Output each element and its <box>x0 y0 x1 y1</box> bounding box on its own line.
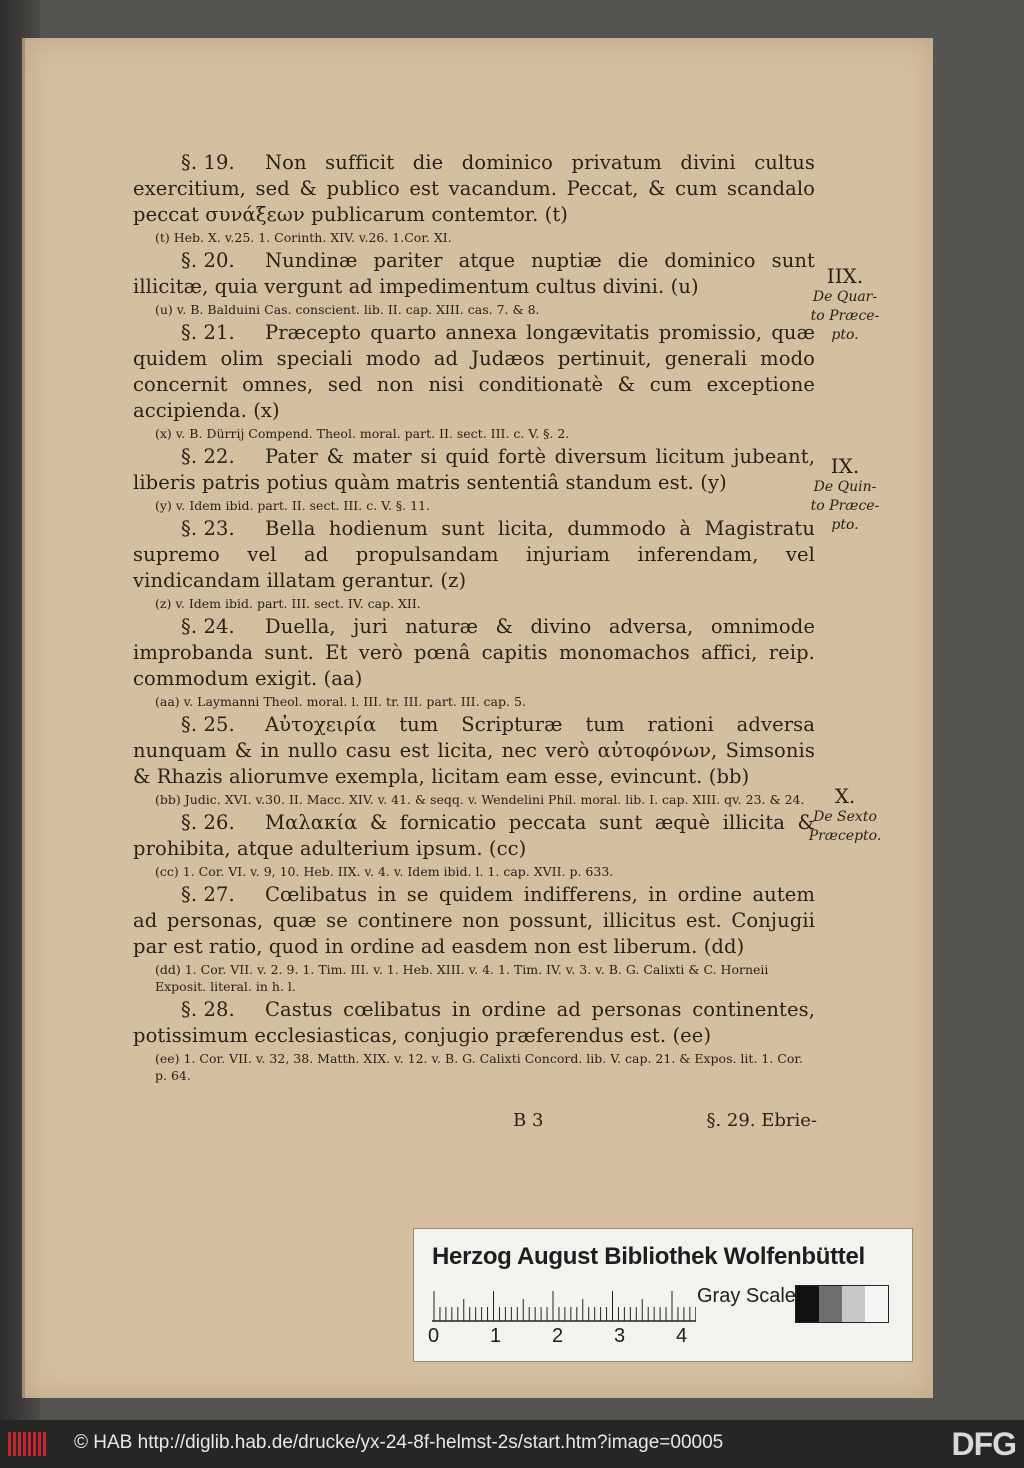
paragraph-text: Αὐτοχειρία tum Scripturæ tum rationi adversa nunquam & in nullo casu est licita, nec verò αὐτοφόνων, Simsonis & Rhazis aliorumve exempla, licitam eam esse, evincunt. (bb) <box>133 713 815 788</box>
margin-note-number: IIX. <box>826 264 864 288</box>
page-footer <box>513 1110 817 1131</box>
margin-note-line: De Sexto <box>813 809 877 825</box>
footnote: (u) v. B. Balduini Cas. conscient. lib. II. cap. XIII. cas. 7. & 8. <box>155 302 540 317</box>
section-number: §. 26. <box>181 811 235 834</box>
gray-scale-swatch <box>795 1285 889 1323</box>
margin-note-line: De Quin- <box>813 479 877 495</box>
section-number: §. 28. <box>181 998 235 1021</box>
paragraph-27 <box>133 882 815 995</box>
margin-note-line: pto. <box>831 327 859 343</box>
dfg-logo: DFG <box>951 1426 1016 1462</box>
margin-note-line: De Quar- <box>812 289 878 305</box>
margin-note-fourth-commandment <box>795 264 895 345</box>
paragraph-21 <box>133 320 815 442</box>
section-number: §. 20. <box>181 249 235 272</box>
section-number: §. 27. <box>181 883 235 906</box>
paragraph-22 <box>133 444 815 514</box>
ruler-scale <box>432 1285 696 1325</box>
paragraph-text: Pater & mater si quid fortè diversum licitum jubeant, liberis patris potius quàm matris sententiâ standum est. (y) <box>133 445 815 494</box>
gray-patch <box>796 1286 819 1322</box>
section-number: §. 24. <box>181 615 235 638</box>
footnote: (dd) 1. Cor. VII. v. 2. 9. 1. Tim. III. v. 1. Heb. XIII. v. 4. 1. Tim. IV. v. 3. v. B. G. Calixti & C. Horneii Exposit. literal. in h. l. <box>155 962 769 994</box>
gray-patch <box>865 1286 888 1322</box>
color-calibration-card <box>413 1228 913 1362</box>
footnote: (z) v. Idem ibid. part. III. sect. IV. cap. XII. <box>155 596 421 611</box>
viewer-footer <box>0 1420 1024 1468</box>
paragraph-25 <box>133 712 815 808</box>
paragraph-text: Præcepto quarto annexa longævitatis promissio, quæ quidem olim speciali modo ad Judæos pertinuit, generali modo concernit omnes, sed non nisi conditionatè & cum exceptione accipienda. (x) <box>133 321 815 422</box>
section-number: §. 21. <box>181 321 235 344</box>
section-number: §. 19. <box>181 151 235 174</box>
paragraph-24 <box>133 614 815 710</box>
footnote: (y) v. Idem ibid. part. II. sect. III. c. V. §. 11. <box>155 498 430 513</box>
ruler-label: 1 <box>490 1325 502 1347</box>
paragraph-28 <box>133 997 815 1084</box>
hab-logo-icon <box>8 1430 48 1458</box>
paragraph-text: Castus cœlibatus in ordine ad personas continentes, potissimum ecclesiasticas, conjugio præferendus est. (ee) <box>133 998 815 1047</box>
margin-note-line: pto. <box>831 517 859 533</box>
paragraph-26 <box>133 810 815 880</box>
copyright-link[interactable]: © HAB http://diglib.hab.de/drucke/yx-24-8f-helmst-2s/start.htm?image=00005 <box>74 1432 724 1453</box>
library-name: Herzog August Bibliothek Wolfenbüttel <box>432 1243 865 1270</box>
ruler-label: 2 <box>552 1325 564 1347</box>
ruler-label: 3 <box>614 1325 626 1347</box>
ruler-label: 0 <box>428 1325 440 1347</box>
footnote: (x) v. B. Dürrij Compend. Theol. moral. part. II. sect. III. c. V. §. 2. <box>155 426 570 441</box>
footnote: (bb) Judic. XVI. v.30. II. Macc. XIV. v. 41. & seqq. v. Wendelini Phil. moral. lib. I. cap. XIII. qv. 23. & 24. <box>155 792 805 807</box>
main-text <box>133 150 815 1086</box>
margin-note-line: Præcepto. <box>808 828 882 844</box>
gray-scale-label: Gray Scale <box>697 1285 796 1307</box>
paragraph-20 <box>133 248 815 318</box>
section-number: §. 25. <box>181 713 235 736</box>
signature-mark: B 3 <box>513 1110 544 1131</box>
paragraph-text: Cœlibatus in se quidem indifferens, in ordine autem ad personas, quæ se continere non possunt, illicitus est. Conjugii par est ratio, quod in ordine ad easdem non est liberum. (dd) <box>133 883 815 958</box>
footnote: (t) Heb. X. v.25. 1. Corinth. XIV. v.26. 1.Cor. XI. <box>155 230 452 245</box>
margin-note-fifth-commandment <box>795 454 895 535</box>
margin-note-line: to Præce- <box>810 498 880 514</box>
footnote: (ee) 1. Cor. VII. v. 32, 38. Matth. XIX. v. 12. v. B. G. Calixti Concord. lib. V. cap. 21. & Expos. lit. 1. Cor. p. 64. <box>155 1051 803 1083</box>
footnote: (cc) 1. Cor. VI. v. 9, 10. Heb. IIX. v. 4. v. Idem ibid. l. 1. cap. XVII. p. 633. <box>155 864 614 879</box>
paragraph-23 <box>133 516 815 612</box>
section-number: §. 22. <box>181 445 235 468</box>
footnote: (aa) v. Laymanni Theol. moral. l. III. tr. III. part. III. cap. 5. <box>155 694 526 709</box>
book-page <box>22 38 933 1398</box>
paragraph-text: Nundinæ pariter atque nuptiæ die dominico sunt illicitæ, quia vergunt ad impedimentum cultus divini. (u) <box>133 249 815 298</box>
gray-patch <box>819 1286 842 1322</box>
margin-note-number: X. <box>834 784 856 808</box>
paragraph-text: Non sufficit die dominico privatum divini cultus exercitium, sed & publico est vacandum. Peccat, & cum scandalo peccat συνάξεων publicarum contemtor. (t) <box>133 151 815 226</box>
margin-note-line: to Præce- <box>810 308 880 324</box>
paragraph-19 <box>133 150 815 246</box>
ruler-labels <box>428 1325 708 1351</box>
margin-note-number: IX. <box>830 454 860 478</box>
paragraph-text: Bella hodienum sunt licita, dummodo à Magistratu supremo vel ad propulsandam injuriam inferendam, vel vindicandam illatam gerantur. (z) <box>133 517 815 592</box>
paragraph-text: Duella, juri naturæ & divino adversa, omnimode improbanda sunt. Et verò pœnâ capitis monomachos affici, reip. commodum exigit. (aa) <box>133 615 815 690</box>
catchword: §. 29. Ebrie- <box>706 1110 817 1131</box>
margin-note-sixth-commandment <box>795 784 895 846</box>
ruler-label: 4 <box>676 1325 688 1347</box>
section-number: §. 23. <box>181 517 235 540</box>
gray-patch <box>842 1286 865 1322</box>
paragraph-text: Μαλακία & fornicatio peccata sunt æquè illicita & prohibita, atque adulterium ipsum. (cc) <box>133 811 815 860</box>
